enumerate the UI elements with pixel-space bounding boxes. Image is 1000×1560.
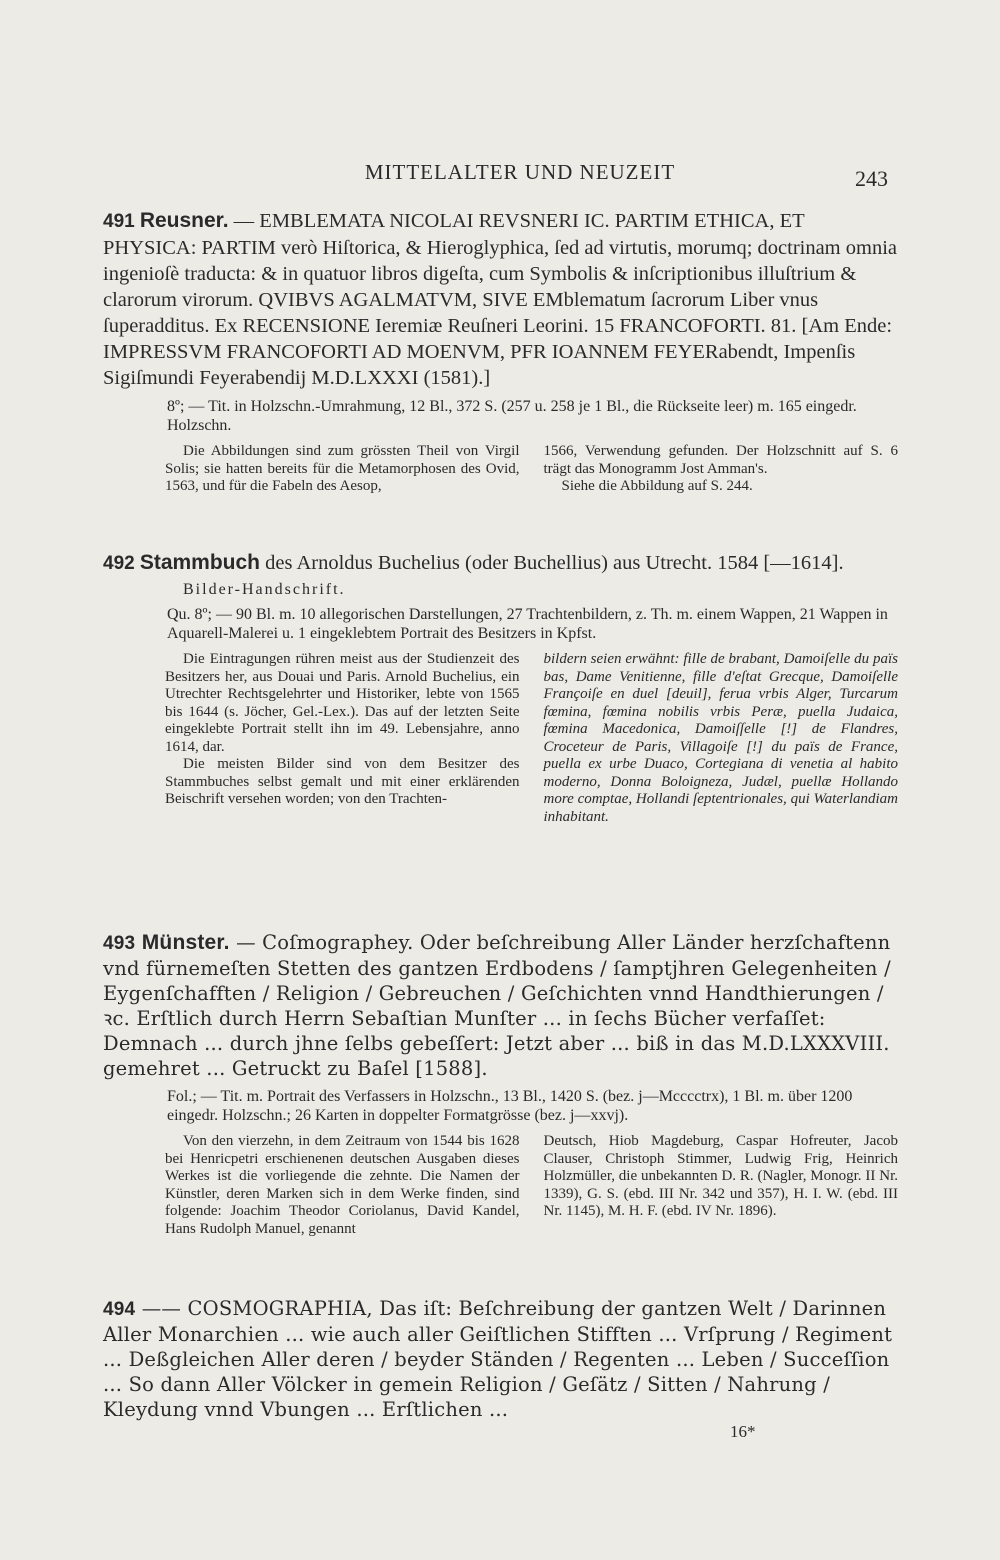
note-paragraph: Die meisten Bilder sind von dem Besitzer des Stammbuches selbst gemalt und mit einer erklärenden Beischrift versehen worden; von den Trachten- — [165, 756, 520, 807]
entry-heading — [103, 1296, 898, 1422]
entry-number: 492 — [103, 553, 135, 574]
entry-description: 8º; — Tit. in Holzschn.-Umrahmung, 12 Bl., 372 S. (257 u. 258 je 1 Bl., die Rückseite leer) m. 165 eingedr. Holzschn. — [167, 398, 857, 434]
entry-notes — [103, 443, 898, 496]
entry-494 — [103, 1296, 898, 1422]
entry-492 — [103, 550, 898, 826]
entry-description: Qu. 8º; — 90 Bl. m. 10 allegorischen Darstellungen, 27 Trachtenbildern, z. Th. m. einem Wappen, 21 Wappen in Aquarell-Malerei u. 1 eingeklebtem Portrait des Besitzers in Kpfst. — [167, 606, 888, 642]
entry-title: — Coſmographey. Oder beſchreibung Aller Länder herzſchaftenn vnd fürnemeſten Stetten des gantzen Erdbodens / ſamptjhren Gelegenheiten / Eygenſchafften / Religion / Gebreuchen / Geſchichten vnnd Handthierungen / ꝛc. Erſtlich durch Herrn Sebaſtian Munſter ... in ſechs Bücher verfaſſet: Demnach ... durch jhne ſelbs gebeſſert: Jetzt aber ... biß in das M.D.LXXXVIII. gemehret ... Getruckt zu Baſel [1588]. — [103, 931, 891, 1080]
entry-number: 491 — [103, 211, 135, 232]
note-paragraph: Die Abbildungen sind zum grössten Theil von Virgil Solis; sie hatten bereits für die Metamorphosen des Ovid, 1563, und für die Fabeln des Aesop, — [165, 443, 520, 494]
notes-left-column — [165, 443, 520, 496]
entry-title: des Arnoldus Buchelius (oder Buchellius) aus Utrecht. 1584 [—1614]. — [265, 552, 844, 574]
page-number: 243 — [855, 166, 888, 191]
note-paragraph: Von den vierzehn, in dem Zeitraum von 1544 bis 1628 bei Henricpetri erschienenen deutschen Ausgaben dieses Werkes ist die vorliegende die zehnte. Die Namen der Künstler, deren Marken sich in dem Werke finden, sind folgende: Joachim Theodor Coriolanus, David Kandel, Hans Rudolph Manuel, genannt — [165, 1133, 520, 1237]
entry-dash: —— — [141, 1297, 182, 1320]
entry-491 — [103, 208, 898, 496]
entry-number: 494 — [103, 1299, 136, 1320]
entry-description: Fol.; — Tit. m. Portrait des Verfassers in Holzschn., 13 Bl., 1420 S. (bez. j—Mcccctrx), 1 Bl. m. über 1200 eingedr. Holzschn.; 26 Karten in doppelter Formatgrösse (bez. j—xxvj). — [167, 1088, 853, 1124]
entry-keyword: Reusner. — [139, 209, 229, 232]
notes-right-column — [544, 443, 899, 496]
entry-heading — [103, 930, 898, 1081]
entry-keyword: Stammbuch — [139, 551, 261, 574]
entry-title: — EMBLEMATA NICOLAI REVSNERI IC. PARTIM ETHICA, ET PHYSICA: PARTIM verò Hiſtorica, & Hieroglyphica, ſed ad virtutis, morumq; doctrinam omnia ingenioſè traducta: & in quatuor libros digeſta, cum Symbolis & inſcriptionibus illuſtrium & clarorum virorum. QVIBVS AGALMATVM, SIVE EMblematum ſacrorum Liber vnus ſuperadditus. Ex RECENSIONE Ieremiæ Reuſneri Leorini. 15 FRANCOFORTI. 81. [Am Ende: IMPRESSVM FRANCOFORTI AD MOENVM, PFR IOANNEM FEYERabendt, Impenſis Sigiſmundi Feyerabendij M.D.LXXXI (1581).] — [103, 210, 897, 389]
note-paragraph: 1566, Verwendung gefunden. Der Holzschnitt auf S. 6 trägt das Monogramm Jost Amman's. — [543, 443, 898, 477]
note-paragraph: Die Eintragungen rühren meist aus der Studienzeit des Besitzers her, aus Douai und Paris. Arnold Buchelius, ein Utrechter Rechtsgelehrter und Historiker, lebte von 1565 bis 1644 (s. Jöcher, Gel.-Lex.). Das auf der letzten Seite eingeklebte Portrait stellt ihn im 49. Lebensjahre, anno 1614, dar. — [165, 651, 520, 755]
signature-mark: 16* — [730, 1422, 756, 1441]
note-paragraph: Deutsch, Hiob Magdeburg, Caspar Hofreuter, Jacob Clauser, Christoph Stimmer, Ludwig Frig, Heinrich Holzmüller, die unbekannten D. R. (Nagler, Monogr. II Nr. 1339), G. S. (ebd. III Nr. 342 und 357), H. I. W. (ebd. III Nr. 1145), M. H. F. (ebd. IV Nr. 1896). — [543, 1133, 898, 1219]
notes-right-column — [544, 651, 899, 826]
notes-left-column — [165, 1133, 520, 1238]
notes-right-column — [544, 1133, 899, 1238]
entry-heading — [103, 550, 898, 577]
entry-subtitle: Bilder-Handschrift. — [183, 581, 346, 598]
note-paragraph: Siehe die Abbildung auf S. 244. — [561, 478, 753, 494]
entry-title: COSMOGRAPHIA, Das iſt: Beſchreibung der gantzen Welt / Darinnen Aller Monarchien ... wie auch aller Geiſtlichen Stifften ... Vrſprung / Regiment ... Deßgleichen Aller deren / beyder Ständen / Regenten ... Leben / Succeſſion ... So dann Aller Völcker in gemein Religion / Geſätz / Sitten / Nahrung / Kleydung vnnd Vbungen ... Erſtlichen ... — [103, 1297, 893, 1421]
entry-notes — [103, 651, 898, 826]
entry-notes — [103, 1133, 898, 1238]
running-head: MITTELALTER UND NEUZEIT — [364, 160, 676, 184]
note-paragraph: bildern seien erwähnt: fille de brabant, Damoiſelle du païs bas, Dame Venitienne, fille d'eſtat Grecque, Damoiſelle Françoiſe en duel [deuil], ferua vrbis Alger, Turcarum fœmina, fœmina nobilis vrbis Peræ, puella Judaica, fœmina Macedonica, Damoiſſelle [!] de Flandres, Croceteur de Paris, Villagoiſe [!] du païs de France, puella ex urbe Duaco, Cortegiana di venetia al habito moderno, Donna Boloigneza, Judæl, puellæ Hollando more comptae, Hollandi ſeptentrionales, qui Waterlandiam inhabitant. — [543, 651, 898, 825]
entry-keyword: Münster. — [141, 931, 230, 954]
notes-left-column — [165, 651, 520, 826]
entry-heading — [103, 208, 898, 391]
entry-number: 493 — [103, 933, 136, 954]
entry-493 — [103, 930, 898, 1238]
